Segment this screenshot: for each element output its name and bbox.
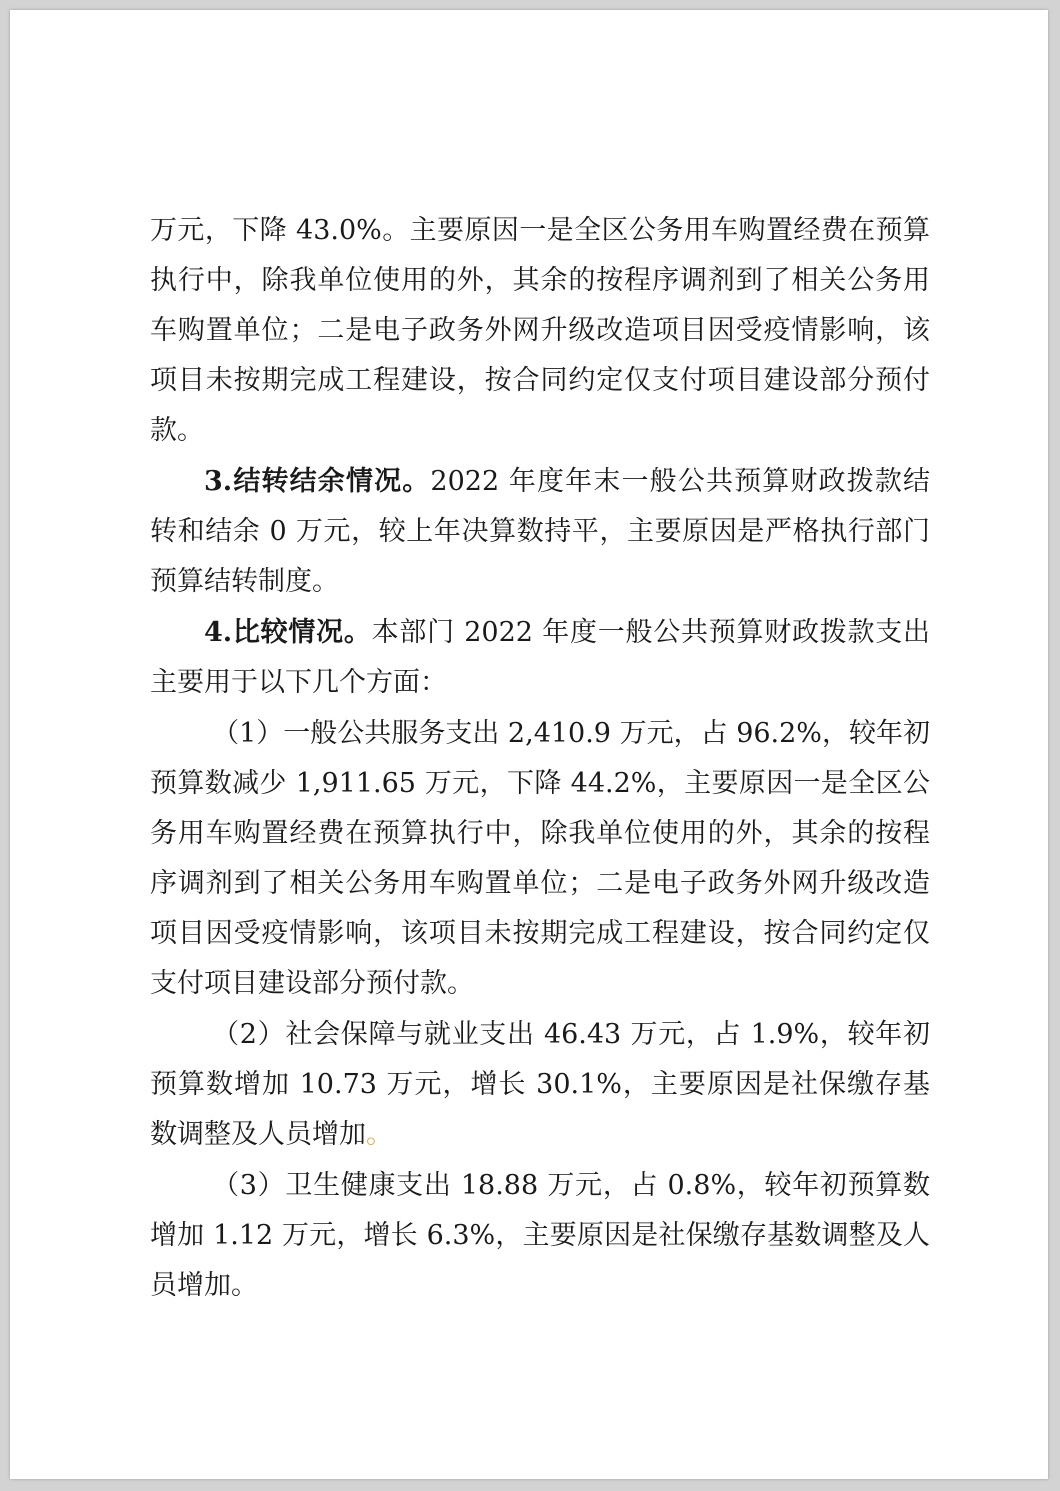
paragraph-general-public-services	[150, 709, 930, 1009]
paragraph-text: （2）社会保障与就业支出 46.43 万元，占 1.9%，较年初预算数增加 10.73 万元，增长 30.1%，主要原因是社保缴存基数调整及人员增加	[150, 1019, 930, 1150]
paragraph-social-security	[150, 1010, 930, 1160]
paragraph-budget-decrease	[150, 206, 930, 456]
paragraph-carryover	[150, 457, 930, 607]
paragraph-comparison	[150, 608, 930, 708]
section-heading-carryover: 3.结转结余情况。	[204, 466, 431, 497]
document-page	[10, 10, 1048, 1479]
paragraph-text: 2022 年度年末一般公共预算财政拨款结转和结余 0 万元，较上年决算数持平，主要原因是严格执行部门预算结转制度。	[150, 466, 931, 597]
paragraph-text: 万元，下降 43.0%。主要原因一是全区公务用车购置经费在预算执行中，除我单位使用的外，其余的按程序调剂到了相关公务用车购置单位；二是电子政务外网升级改造项目因受疫情影响，该项目未按期完成工程建设，按合同约定仅支付项目建设部分预付款。	[150, 215, 930, 446]
paragraph-text: （1）一般公共服务支出 2,410.9 万元，占 96.2%，较年初预算数减少 1,911.65 万元，下降 44.2%，主要原因一是全区公务用车购置经费在预算执行中，除我单位使用的外，其余的按程序调剂到了相关公务用车购置单位；二是电子政务外网升级改造项目因受疫情影响，该项目未按期完成工程建设，按合同约定仅支付项目建设部分预付款。	[150, 718, 930, 999]
paragraph-text: （3）卫生健康支出 18.88 万元，占 0.8%，较年初预算数增加 1.12 万元，增长 6.3%，主要原因是社保缴存基数调整及人员增加。	[150, 1170, 930, 1301]
section-heading-comparison: 4.比较情况。	[204, 617, 372, 648]
highlighted-period: 。	[366, 1119, 393, 1150]
paragraph-health	[150, 1161, 930, 1311]
paragraph-text: 本部门 2022 年度一般公共预算财政拨款支出主要用于以下几个方面：	[150, 617, 930, 698]
document-body	[150, 206, 930, 1312]
